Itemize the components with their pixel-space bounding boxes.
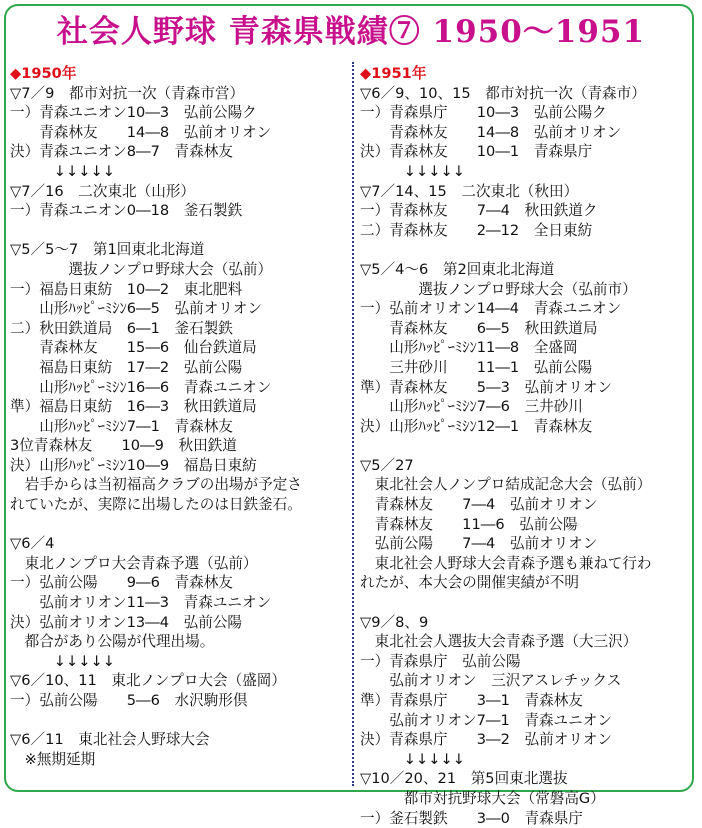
record-line: 準）青森県庁 3―1 青森林友 bbox=[360, 692, 583, 709]
record-line: 山形ﾊｯﾋﾟｰﾐｼﾝ7―1 青森林友 bbox=[10, 417, 233, 435]
record-line: ▽6／9、10、15 都市対抗一次（青森市） bbox=[360, 84, 646, 102]
blank-line bbox=[360, 593, 692, 613]
record-line: 東北社会人ノンプロ結成記念大会（弘前） bbox=[360, 476, 652, 494]
record-line: 都市対抗野球大会（常磐高G） bbox=[360, 789, 605, 807]
record-line: 選抜ノンプロ野球大会（弘前市） bbox=[360, 280, 637, 298]
page-title: 社会人野球 青森県戦績⑦ 1950〜1951 bbox=[56, 14, 646, 50]
record-line: れていたが、実際に出場したのは日鉄釜石。 bbox=[10, 496, 302, 514]
record-line: 準）青森林友 5―3 弘前オリオン bbox=[360, 378, 612, 396]
record-line: ↓↓↓↓↓ bbox=[360, 750, 465, 768]
record-line: ▽5／4〜6 第2回東北北海道 bbox=[360, 260, 555, 278]
record-line: 青森林友 14―8 弘前オリオン bbox=[360, 123, 622, 141]
record-line: 東北社会人選抜大会青森予選（大三沢） bbox=[360, 633, 638, 651]
year-heading: ◆1950年 bbox=[10, 65, 77, 82]
record-line: 青森林友 15―6 仙台鉄道局 bbox=[10, 339, 257, 357]
record-line: 一）弘前公陽 9―6 青森林友 bbox=[10, 574, 233, 592]
record-line: 青森林友 14―8 弘前オリオン bbox=[10, 123, 272, 141]
record-line: 弘前オリオン7―1 青森ユニオン bbox=[360, 711, 612, 729]
record-line: 二）青森林友 2―12 全日東紡 bbox=[360, 221, 593, 239]
record-line: 三井砂川 11―1 弘前公陽 bbox=[360, 358, 593, 376]
record-line: 一）青森ユニオン0―18 釜石製鉄 bbox=[10, 202, 243, 220]
year-heading: ◆1951年 bbox=[360, 65, 427, 82]
record-line: 弘前オリオン 三沢アスレチックス bbox=[360, 672, 622, 690]
record-line: 山形ﾊｯﾋﾟｰﾐｼﾝ11―8 全盛岡 bbox=[360, 339, 578, 357]
record-line: 決）山形ﾊｯﾋﾟｰﾐｼﾝ12―1 青森林友 bbox=[360, 417, 593, 435]
record-line: ※無期延期 bbox=[10, 750, 96, 768]
record-line: 青森林友 7―4 弘前オリオン bbox=[360, 496, 598, 514]
record-line: 決）青森林友 10―1 青森県庁 bbox=[360, 143, 593, 161]
record-line: 3位青森林友 10―9 秋田鉄道 bbox=[10, 437, 237, 455]
column-1950 bbox=[10, 64, 346, 769]
column-divider bbox=[352, 62, 354, 786]
column-1951 bbox=[360, 64, 692, 828]
record-line: ↓↓↓↓↓ bbox=[360, 162, 465, 180]
record-line: ▽6／4 bbox=[10, 535, 55, 553]
record-line: 決）山形ﾊｯﾋﾟｰﾐｼﾝ10―9 福島日東紡 bbox=[10, 456, 257, 474]
record-line: 東北社会人野球大会青森予選も兼ねて行わ bbox=[360, 554, 652, 572]
record-line: 山形ﾊｯﾋﾟｰﾐｼﾝ6―5 弘前オリオン bbox=[10, 300, 262, 318]
record-line: 岩手からは当初福高クラブの出場が予定さ bbox=[10, 476, 302, 494]
record-line: 弘前オリオン11―3 青森ユニオン bbox=[10, 594, 272, 612]
record-line: ▽10／20、21 第5回東北選抜 bbox=[360, 770, 568, 788]
record-line: 二）秋田鉄道局 6―1 釜石製鉄 bbox=[10, 319, 233, 337]
record-line: 青森林友 11―6 弘前公陽 bbox=[360, 515, 578, 533]
record-line: ↓↓↓↓↓ bbox=[10, 652, 115, 670]
record-line: ▽6／11 東北社会人野球大会 bbox=[10, 731, 210, 749]
record-line: 一）青森ユニオン10―3 弘前公陽ク bbox=[10, 104, 257, 122]
record-line: 決）青森県庁 3―2 弘前オリオン bbox=[360, 731, 612, 749]
record-line: 福島日東紡 17―2 弘前公陽 bbox=[10, 358, 243, 376]
record-line: ↓↓↓↓↓ bbox=[10, 162, 115, 180]
record-line: ▽5／5〜7 第1回東北北海道 bbox=[10, 241, 205, 259]
record-line: 山形ﾊｯﾋﾟｰﾐｼﾝ16―6 青森ユニオン bbox=[10, 378, 272, 396]
record-line: ▽9／8、9 bbox=[360, 613, 429, 631]
record-line: ▽7／14、15 二次東北（秋田） bbox=[360, 182, 579, 200]
blank-line bbox=[10, 221, 346, 241]
record-line: ▽5／27 bbox=[360, 456, 414, 474]
record-line: 山形ﾊｯﾋﾟｰﾐｼﾝ7―6 三井砂川 bbox=[360, 398, 583, 416]
record-line: 決）弘前オリオン13―4 弘前公陽 bbox=[10, 613, 243, 631]
record-line: 青森林友 6―5 秋田鉄道局 bbox=[360, 319, 598, 337]
record-line: 選抜ノンプロ野球大会（弘前） bbox=[10, 260, 273, 278]
record-line: 一）青森県庁 弘前公陽 bbox=[360, 652, 521, 670]
blank-line bbox=[10, 515, 346, 535]
record-line: れたが、本大会の開催実績が不明 bbox=[360, 574, 579, 592]
record-line: 一）弘前オリオン14―4 青森ユニオン bbox=[360, 300, 622, 318]
blank-line bbox=[10, 711, 346, 731]
record-line: 都合があり公陽が代理出場。 bbox=[10, 633, 215, 651]
record-line: 東北ノンプロ大会青森予選（弘前） bbox=[10, 554, 258, 572]
blank-line bbox=[360, 436, 692, 456]
record-line: 一）弘前公陽 5―6 水沢駒形倶 bbox=[10, 692, 248, 709]
record-line: 準）福島日東紡 16―3 秋田鉄道局 bbox=[10, 398, 257, 416]
blank-line bbox=[360, 240, 692, 260]
record-line: 一）福島日東紡 10―2 東北肥料 bbox=[10, 280, 243, 298]
record-line: ▽6／10、11 東北ノンプロ大会（盛岡） bbox=[10, 672, 286, 690]
record-line: 決）青森ユニオン8―7 青森林友 bbox=[10, 143, 233, 161]
record-line: 一）青森県庁 10―3 弘前公陽ク bbox=[360, 104, 607, 122]
record-line: ▽7／9 都市対抗一次（青森市営） bbox=[10, 84, 245, 102]
record-line: 一）青森林友 7―4 秋田鉄道ク bbox=[360, 202, 598, 220]
record-line: 一）釜石製鉄 3―0 青森県庁 bbox=[360, 809, 583, 827]
record-line: ▽7／16 二次東北（山形） bbox=[10, 182, 196, 200]
record-line: 弘前公陽 7―4 弘前オリオン bbox=[360, 535, 598, 553]
